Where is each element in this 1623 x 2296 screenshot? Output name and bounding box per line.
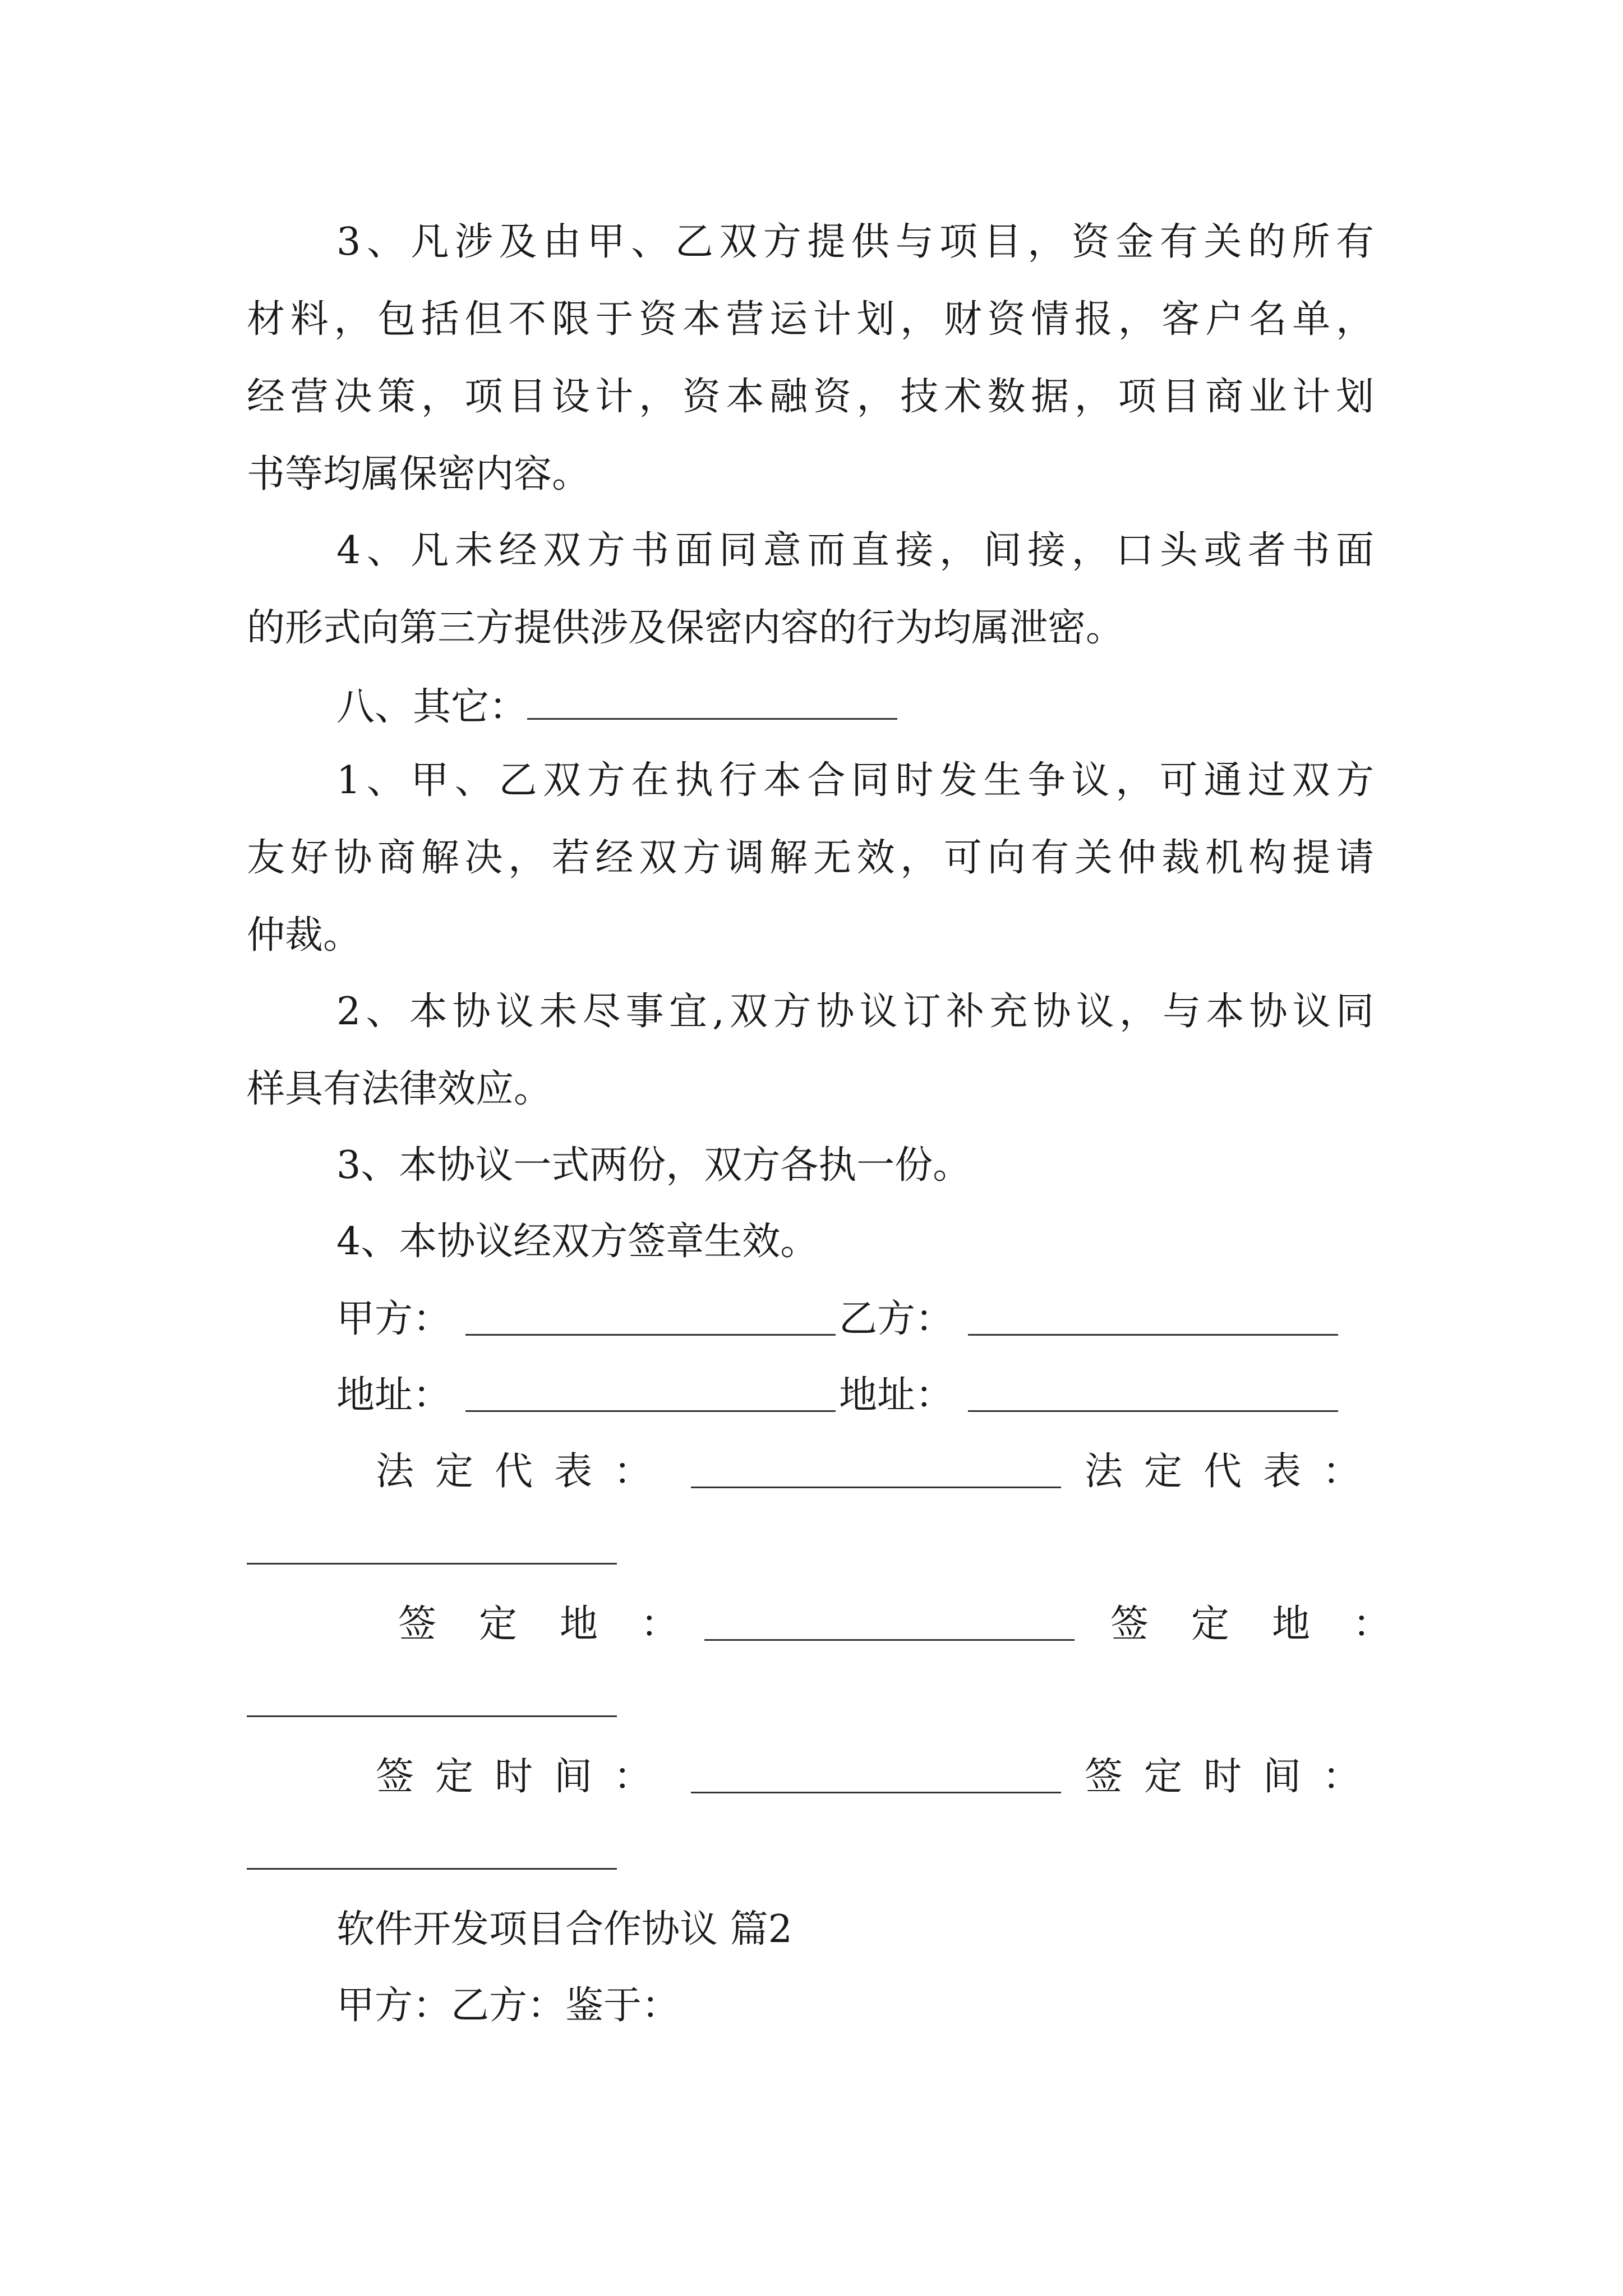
next-section-title: 软件开发项目合作协议 篇2 (336, 1907, 792, 1952)
time-b-blank (247, 1868, 617, 1870)
other-2-line-2: 样具有法律效应。 (247, 1067, 552, 1111)
rep-a-label: 法定代表： (376, 1450, 674, 1494)
party-a-blank (465, 1334, 836, 1336)
place-a-label: 签定地： (398, 1602, 722, 1646)
place-a-blank (704, 1639, 1075, 1641)
section-8-label: 八、其它： (336, 685, 528, 729)
clause-3-line-1: 3、凡涉及由甲、乙双方提供与项目，资金有关的所有 (336, 220, 1374, 264)
rep-b-label: 法定代表： (1085, 1450, 1382, 1494)
time-a-label: 签定时间： (376, 1755, 674, 1799)
section-8-blank (527, 685, 897, 720)
rep-a-blank (691, 1487, 1061, 1488)
clause-4-line-1: 4、凡未经双方书面同意而直接，间接，口头或者书面 (336, 528, 1374, 573)
clause-3-line-2: 材料，包括但不限于资本营运计划，财资情报，客户名单， (247, 297, 1374, 342)
other-1-line-2: 友好协商解决，若经双方调解无效，可向有关仲裁机构提请 (247, 836, 1374, 880)
address-a-label: 地址： (336, 1373, 451, 1418)
address-a-blank (465, 1410, 836, 1412)
other-2-line-1: 2、本协议未尽事宜,双方协议订补充协议，与本协议同 (336, 990, 1374, 1034)
other-1-line-3: 仲裁。 (247, 913, 362, 958)
clause-4-line-2: 的形式向第三方提供涉及保密内容的行为均属泄密。 (247, 606, 1124, 650)
other-3: 3、本协议一式两份，双方各执一份。 (336, 1143, 971, 1188)
section-8-heading (336, 685, 897, 729)
time-b-label: 签定时间： (1085, 1755, 1382, 1799)
party-a-label: 甲方： (336, 1297, 451, 1341)
place-b-label: 签定地： (1110, 1602, 1434, 1646)
address-b-label: 地址： (839, 1373, 954, 1418)
time-a-blank (691, 1792, 1061, 1793)
clause-3-line-3: 经营决策，项目设计，资本融资，技术数据，项目商业计划 (247, 375, 1374, 419)
next-section-parties: 甲方：乙方：鉴于： (336, 1984, 680, 2028)
other-1-line-1: 1、甲、乙双方在执行本合同时发生争议，可通过双方 (336, 758, 1374, 803)
other-4: 4、本协议经双方签章生效。 (336, 1220, 819, 1264)
place-b-blank (247, 1715, 617, 1717)
rep-b-blank (247, 1563, 617, 1565)
party-b-label: 乙方： (839, 1297, 954, 1341)
clause-3-line-4: 书等均属保密内容。 (247, 452, 591, 496)
party-b-blank (968, 1334, 1338, 1336)
address-b-blank (968, 1410, 1338, 1412)
